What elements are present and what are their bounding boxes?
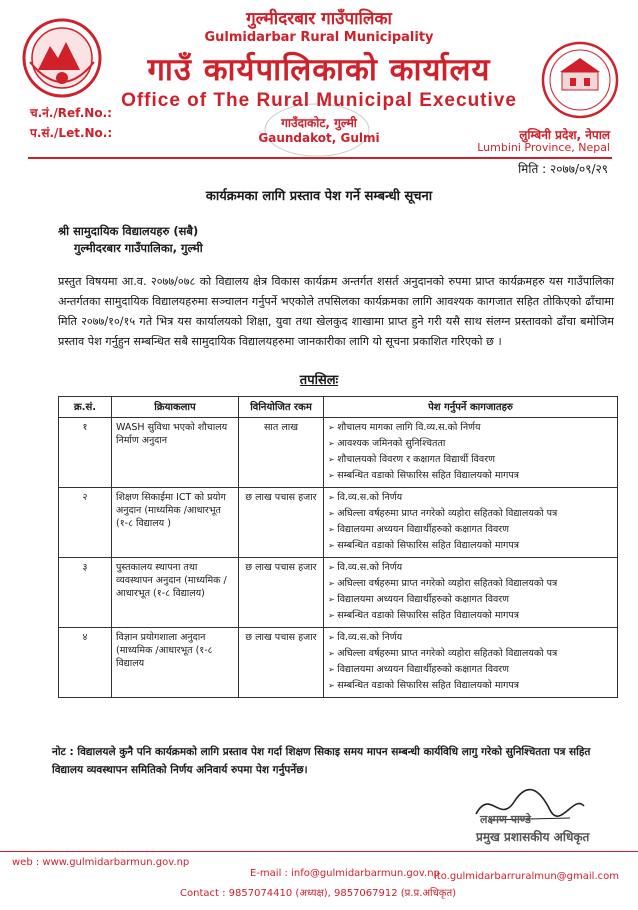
row-amount: सात लाख: [239, 418, 324, 488]
province-en: Lumbini Province, Nepal: [477, 141, 610, 154]
document-item: ➢ वि.व्य.स.को निर्णय: [328, 560, 613, 576]
table-row: [59, 628, 618, 698]
row-amount: छ लाख पचास हजार: [239, 488, 324, 558]
document-item: ➢ विद्यालयमा अध्ययन विद्यार्थीहरुको कक्षागत विवरण: [328, 522, 613, 538]
municipality-name-en: Gulmidarbar Rural Municipality: [204, 30, 434, 45]
province-np: लुम्बिनी प्रदेश, नेपाल: [519, 128, 610, 142]
address-en: Gaundakot, Gulmi: [258, 131, 380, 145]
row-activity: शिक्षण सिकाईमा ICT को प्रयोग अनुदान (माध्यमिक /आधारभूत (१-८ विद्यालय ): [112, 488, 239, 558]
row-amount: छ लाख पचास हजार: [239, 558, 324, 628]
letter-body: प्रस्तुत विषयमा आ.व. २०७७/०७८ को विद्यालय क्षेत्र विकास कार्यक्रम अन्तर्गत शसर्त अनुदानको रुपमा प्राप्त कार्यक्रमहरु यस गाउँपालिका अन्तर्गतका सामुदायिक विद्यालयहरुमा सञ्चालन गर्नुपर्ने भएकोले तपसिलका कार्यक्रमका लागि आवश्यक कागजात सहित तोकिएको ढाँचामा मिति २०७७/१०/१५ गते भित्र यस कार्यालयको शिक्षा, युवा तथा खेलकुद शाखामा प्राप्त हुने गरी यसै साथ संलग्न प्रस्तावको ढाँचा बमोजिम प्रस्ताव पेश गर्नुहुन सम्बन्धित सबै सामुदायिक विद्यालयहरुमा जानकारीका लागि यो सूचना प्रकाशित गरिएको छ ।: [58, 275, 614, 348]
recipient-line-1: श्री सामुदायिक विद्यालयहरु (सबै): [58, 224, 199, 238]
document-item: ➢ अघिल्ला वर्षहरुमा प्राप्त नगरेको व्यहोरा सहितको विद्यालयको पत्र: [328, 576, 613, 592]
row-sn: २: [59, 488, 112, 558]
signatory-title: प्रमुख प्रशासकीय अधिकृत: [476, 830, 590, 844]
table-header-row: [59, 397, 618, 418]
document-item: ➢ विद्यालयमा अध्ययन विद्यार्थीहरुको कक्षागत विवरण: [328, 592, 613, 608]
col-header-amount: विनियोजित रकम: [239, 397, 324, 418]
row-sn: १: [59, 418, 112, 488]
row-sn: ४: [59, 628, 112, 698]
office-name-en: Office of The Rural Municipal Executive: [121, 90, 517, 111]
row-sn: ३: [59, 558, 112, 628]
document-item: ➢ अघिल्ला वर्षहरुमा प्राप्त नगरेको व्यहोरा सहितको विद्यालयको पत्र: [328, 506, 613, 522]
document-item: ➢ शौचालय मागका लागि वि.व्य.स.को निर्णय: [328, 420, 613, 436]
row-activity: पुस्तकालय स्थापना तथा व्यवस्थापन अनुदान (माध्यमिक /आधारभूत (१-८ विद्यालय): [112, 558, 239, 628]
document-item: ➢ सम्बन्धित वडाको सिफारिस सहित विद्यालयको मागपत्र: [328, 608, 613, 624]
tapsil-heading: तपसिलः: [299, 373, 339, 388]
municipality-name-np: गुल्मीदरबार गाउँपालिका: [246, 9, 392, 29]
footnote: नोट : विद्यालयले कुनै पनि कार्यक्रमको लागि प्रस्ताव पेश गर्दा शिक्षण सिकाइ समय मापन सम्बन्धी कार्यविधि लागु गरेको सुनिश्चितता पत्र सहित विद्यालय व्यवस्थापन समितिको निर्णय अनिवार्य रुपमा पेश गर्नुपर्नेछ।: [52, 746, 591, 776]
document-item: ➢ शौचालयको विवरण र कक्षागत विद्यार्थी विवरण: [328, 452, 613, 468]
footer-email-link[interactable]: E-mail : info@gulmidarbarmun.gov.np: [250, 868, 440, 879]
document-item: ➢ वि.व्य.स.को निर्णय: [328, 490, 613, 506]
footer-divider: [0, 851, 638, 852]
letter-date: मिति : २०७७/०९/२९: [518, 162, 608, 176]
footer-contact: Contact : 9857074410 (अध्यक्ष), 9857067912 (प्र.प्र.अधिकृत): [180, 888, 457, 899]
office-name-np: गाउँ कार्यपालिकाको कार्यालय: [147, 52, 491, 88]
table-row: [59, 558, 618, 628]
row-activity: WASH सुविधा भएको शौचालय निर्माण अनुदान: [112, 418, 239, 488]
document-item: ➢ सम्बन्धित वडाको सिफारिस सहित विद्यालयको मागपत्र: [328, 538, 613, 554]
row-documents: [324, 558, 618, 628]
row-documents: [324, 628, 618, 698]
document-item: ➢ विद्यालयमा अध्ययन विद्यार्थीहरुको कक्षागत विवरण: [328, 662, 613, 678]
ref-no-label: च.नं./Ref.No.:: [30, 106, 112, 120]
table-row: [59, 488, 618, 558]
row-activity: विज्ञान प्रयोगशाला अनुदान (माध्यमिक /आधारभूत (१-८ विद्यालय: [112, 628, 239, 698]
row-documents: [324, 488, 618, 558]
signatory-name: लक्ष्मण पाण्डे: [480, 813, 531, 826]
recipient-line-2: गुल्मीदरबार गाउँपालिका, गुल्मी: [74, 241, 203, 255]
document-item: ➢ आवश्यक जमिनको सुनिश्चितता: [328, 436, 613, 452]
header-divider: [28, 157, 612, 159]
footer-website-link[interactable]: web : www.gulmidarbarmun.gov.np: [12, 857, 190, 868]
footer-email-alt-link[interactable]: ito.gulmidarbarruralmun@gmail.com: [434, 871, 619, 882]
row-documents: [324, 418, 618, 488]
letter-no-label: प.सं./Let.No.:: [30, 126, 113, 140]
letter-subject: कार्यक्रमका लागि प्रस्ताव पेश गर्ने सम्बन्धी सूचना: [205, 189, 433, 204]
col-header-sn: क्र.सं.: [59, 397, 112, 418]
document-item: ➢ सम्बन्धित वडाको सिफारिस सहित विद्यालयको मागपत्र: [328, 678, 613, 694]
col-header-documents: पेश गर्नुपर्ने कागजातहरु: [324, 397, 618, 418]
row-amount: छ लाख पचास हजार: [239, 628, 324, 698]
document-item: ➢ सम्बन्धित वडाको सिफारिस सहित विद्यालयको मागपत्र: [328, 468, 613, 484]
table-row: [59, 418, 618, 488]
program-table: [58, 396, 618, 698]
col-header-activity: क्रियाकलाप: [112, 397, 239, 418]
document-item: ➢ वि.व्य.स.को निर्णय: [328, 630, 613, 646]
address-np: गाउँदाकोट, गुल्मी: [281, 116, 357, 130]
document-item: ➢ अघिल्ला वर्षहरुमा प्राप्त नगरेको व्यहोरा सहितको विद्यालयको पत्र: [328, 646, 613, 662]
